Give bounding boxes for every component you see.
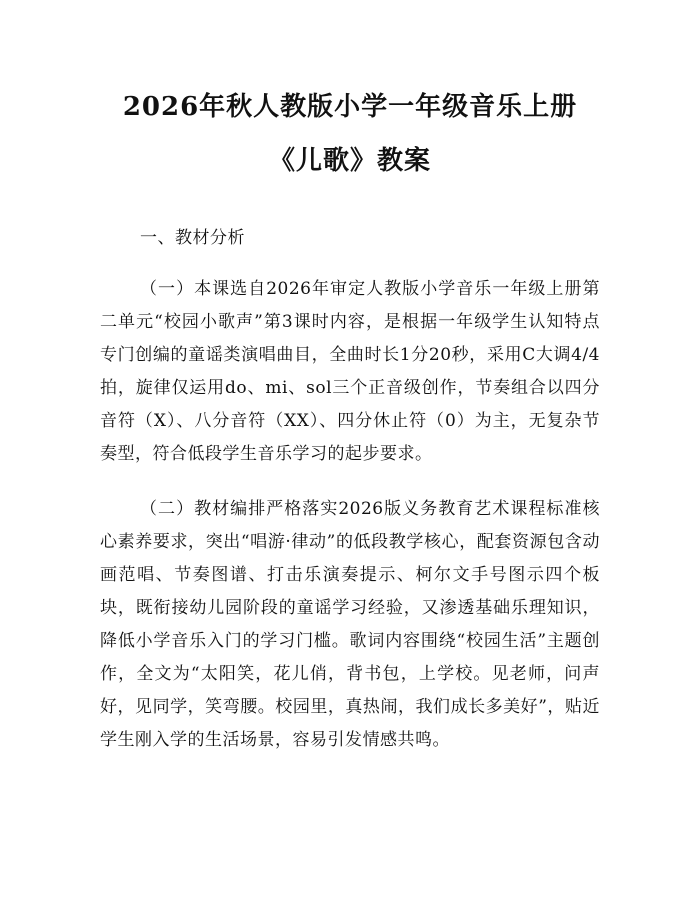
paragraph-2: （二）教材编排严格落实2026版义务教育艺术课程标准核心素养要求，突出“唱游·律动”的低段教学核心，配套资源包含动画范唱、节奏图谱、打击乐演奏提示、柯尔文手号图示四个板块，既衔接幼儿园阶段的童谣学习经验，又渗透基础乐理知识，降低小学音乐入门的学习门槛。歌词内容围绕“校园生活”主题创作，全文为“太阳笑，花儿俏，背书包，上学校。见老师，问声好，见同学，笑弯腰。校园里，真热闹，我们成长多美好”，贴近学生刚入学的生活场景，容易引发情感共鸣。 xyxy=(100,499,600,750)
paragraph-1: （一）本课选自2026年审定人教版小学音乐一年级上册第二单元“校园小歌声”第3课时内容，是根据一年级学生认知特点专门创编的童谣类演唱曲目，全曲时长1分20秒，采用C大调4/4拍，旋律仅运用do、mi、sol三个正音级创作，节奏组合以四分音符（X）、八分音符（XX）、四分休止符（0）为主，无复杂节奏型，符合低段学生音乐学习的起步要求。 xyxy=(100,279,600,464)
document-title: 2026年秋人教版小学一年级音乐上册《儿歌》教案 xyxy=(122,92,578,176)
section-heading: 一、教材分析 xyxy=(140,228,245,248)
